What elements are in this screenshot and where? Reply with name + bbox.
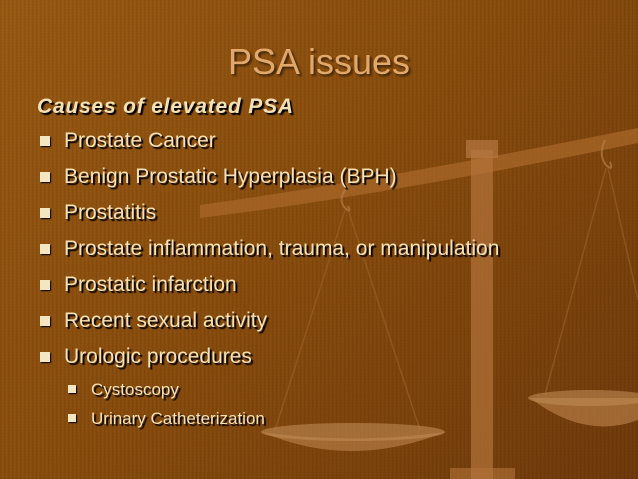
list-item-label: Prostatitis <box>64 201 157 224</box>
square-bullet-icon <box>40 136 50 146</box>
list-item-label: Benign Prostatic Hyperplasia (BPH) <box>64 165 397 188</box>
sub-list-item <box>65 375 294 404</box>
square-bullet-icon <box>68 414 76 422</box>
list-item <box>37 339 294 375</box>
list-item-label: Prostatic infarction <box>64 273 237 296</box>
list-item <box>37 267 294 303</box>
square-bullet-icon <box>40 280 50 290</box>
list-item <box>37 231 500 267</box>
list-item <box>37 123 294 159</box>
list-item <box>37 159 397 195</box>
list-heading: Causes of elevated PSA <box>37 95 294 118</box>
sub-list-item <box>65 404 294 433</box>
square-bullet-icon <box>40 352 50 362</box>
square-bullet-icon <box>40 316 50 326</box>
list-item-label: Recent sexual activity <box>64 309 268 332</box>
square-bullet-icon <box>40 208 50 218</box>
square-bullet-icon <box>40 172 50 182</box>
list-item-label: Prostate inflammation, trauma, or manipulation <box>64 237 500 260</box>
sub-list-item-label: Cystoscopy <box>91 380 179 399</box>
slide-title: PSA issues <box>227 41 411 82</box>
sub-list-item-label: Urinary Catheterization <box>91 409 265 428</box>
list-item <box>37 195 294 231</box>
list-item-label: Urologic procedures <box>64 345 252 368</box>
square-bullet-icon <box>40 244 50 254</box>
bullet-list <box>37 90 500 433</box>
list-item <box>37 303 294 339</box>
square-bullet-icon <box>68 385 76 393</box>
list-item-label: Prostate Cancer <box>64 129 216 152</box>
